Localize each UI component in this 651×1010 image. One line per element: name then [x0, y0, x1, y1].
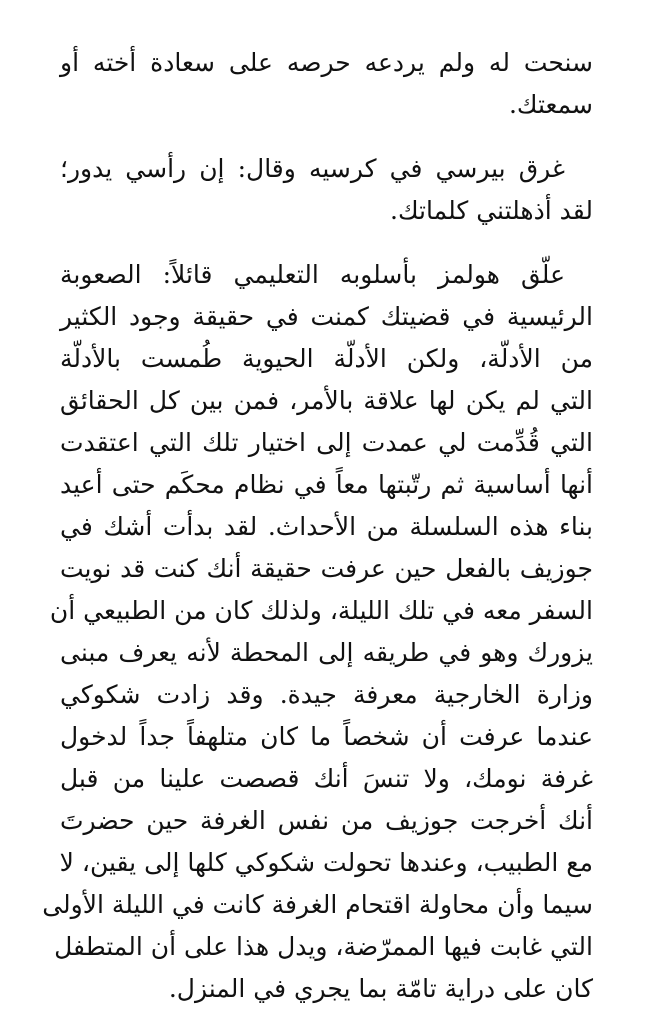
- text-line: من الأدلّة، ولكن الأدلّة الحيوية طُمست بالأدلّة: [60, 344, 593, 373]
- text-line: سمعتك.: [508, 90, 593, 119]
- paragraph-1: [60, 42, 593, 126]
- text-line: بناء هذه السلسلة من الأحداث. لقد بدأت أشك في: [60, 512, 593, 541]
- text-line: سنحت له ولم يردعه حرصه على سعادة أخته أو: [60, 48, 593, 77]
- text-line: التي قُدِّمت لي عمدت إلى اختيار تلك التي اعتقدت: [60, 428, 593, 457]
- text-line: جوزيف بالفعل حين عرفت حقيقة أنك كنت قد نويت: [60, 554, 593, 583]
- text-line: التي لم يكن لها علاقة بالأمر، فمن بين كل الحقائق: [60, 386, 593, 415]
- text-line: مع الطبيب، وعندها تحولت شكوكي كلها إلى يقين، لا: [59, 848, 593, 877]
- text-line: عندما عرفت أن شخصاً ما كان متلهفاً جداً لدخول: [60, 722, 593, 751]
- paragraph-2: [60, 148, 593, 232]
- text-line: التي غابت فيها الممرّضة، ويدل هذا على أن المتطفل: [54, 932, 593, 961]
- text-line: سيما وأن محاولة اقتحام الغرفة كانت في الليلة الأولى: [42, 890, 593, 919]
- text-line: السفر معه في تلك الليلة، ولذلك كان من الطبيعي أن: [49, 596, 593, 625]
- text-line: لقد أذهلتني كلماتك.: [390, 196, 593, 225]
- text-line: أنها أساسية ثم رتّبتها معاً في نظام محكَم حتى أعيد: [60, 470, 593, 499]
- text-line: علّق هولمز بأسلوبه التعليمي قائلاً: الصعوبة: [60, 260, 565, 289]
- text-line: أنك أخرجت جوزيف من نفس الغرفة حين حضرتَ: [60, 806, 593, 835]
- text-line: غرفة نومك، ولا تنسَ أنك قصصت علينا من قبل: [60, 764, 593, 793]
- paragraph-3: [42, 254, 593, 1010]
- text-line: الرئيسية في قضيتك كمنت في حقيقة وجود الكثير: [60, 302, 593, 331]
- text-line: غرق بيرسي في كرسيه وقال: إن رأسي يدور؛: [60, 154, 565, 183]
- text-line: وزارة الخارجية معرفة جيدة. وقد زادت شكوكي: [60, 680, 593, 709]
- text-line: كان على دراية تامّة بما يجري في المنزل.: [168, 974, 593, 1003]
- text-line: يزورك وهو في طريقه إلى المحطة لأنه يعرف مبنى: [60, 638, 593, 667]
